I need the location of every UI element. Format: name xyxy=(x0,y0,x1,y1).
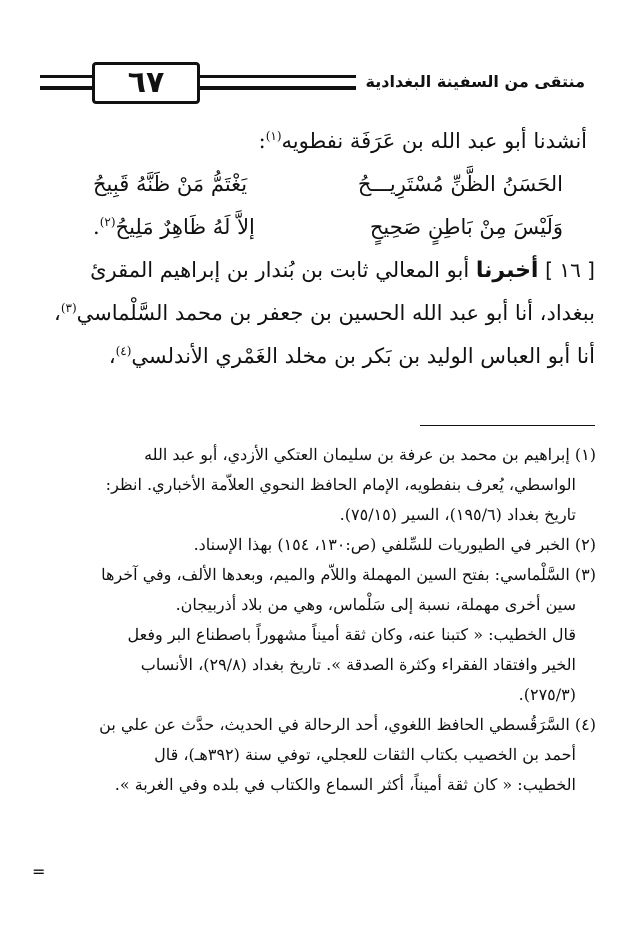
footnote-3-line-5: (٢٧٥/٣). xyxy=(518,685,576,704)
footnotes xyxy=(26,440,596,800)
footnote-1-line-2: الواسطي، يُعرف بنفطويه، الإمام الحافظ النحوي العلاّمة الأخباري. انظر: xyxy=(105,475,576,494)
footnote-3-line-4: الخير وافتقاد الفقراء وكثرة الصدقة ». تاريخ بغداد (٢٩/٨)، الأنساب xyxy=(140,655,576,674)
running-title: منتقى من السفينة البغدادية xyxy=(356,68,585,96)
entry-number: [ ١٦ ] xyxy=(545,258,595,282)
entry-line-1 xyxy=(30,249,595,292)
entry-line-3-end: ، xyxy=(108,344,116,368)
main-text xyxy=(30,120,595,378)
verse-2-second-hemistich-wrap xyxy=(93,206,255,249)
entry-line-2-end: ، xyxy=(54,301,61,325)
footnote-ref-3: (٣) xyxy=(60,301,77,315)
footnote-ref-1: (١) xyxy=(265,129,282,143)
footnote-2-line-1: (٢) الخبر في الطيوريات للسِّلفي (ص:١٣٠، ١٥٤) بهذا الإسناد. xyxy=(193,535,596,554)
page-header xyxy=(40,62,585,106)
footnote-3-line-3: قال الخطيب: « كتبنا عنه، وكان ثقة أميناً مشهوراً باصطناع البر وفعل xyxy=(127,625,576,644)
footnote-divider xyxy=(420,425,595,426)
intro-text: أنشدنا أبو عبد الله بن عَرَفَة نفطويه xyxy=(281,129,587,153)
footnote-ref-2: (٢) xyxy=(99,215,116,229)
entry-line-1-text: أبو المعالي ثابت بن بُندار بن إبراهيم المقرئ xyxy=(90,258,470,282)
entry-line-3-text: أنا أبو العباس الوليد بن بَكر بن مخلد الغَمْري الأندلسي xyxy=(131,344,595,368)
verse-2 xyxy=(93,206,563,249)
verse-1-first-hemistich: الحَسَنُ الظَّنِّ مُسْتَرِيـــحُ xyxy=(357,172,563,196)
footnote-1-line-3: تاريخ بغداد (١٩٥/٦)، السير (٧٥/١٥). xyxy=(339,505,576,524)
entry-line-2-text: ببغداد، أنا أبو عبد الله الحسين بن جعفر بن محمد السَّلْماسي xyxy=(76,301,595,325)
intro-line xyxy=(30,120,587,163)
footnote-4-line-1: (٤) السَّرَقُسطي الحافظ اللغوي، أحد الرحالة في الحديث، حدَّث عن علي بن xyxy=(99,715,596,734)
verse-1 xyxy=(93,163,563,206)
entry-line-3 xyxy=(30,335,595,378)
entry-keyword: أخبرنا xyxy=(475,258,539,283)
verse-1-second-hemistich: يَغْتَمُّ مَنْ ظَنَّهُ قَبِيحُ xyxy=(93,172,248,196)
continuation-mark: = xyxy=(32,862,46,881)
footnote-1-line-1: (١) إبراهيم بن محمد بن عرفة بن سليمان العتكي الأزدي، أبو عبد الله xyxy=(144,445,596,464)
footnote-4-line-2: أحمد بن الخصيب بكتاب الثقات للعجلي، توفي سنة (٣٩٢هـ)، قال xyxy=(154,745,576,764)
footnote-4-line-3: الخطيب: « كان ثقة أميناً، أكثر السماع والكتاب في بلده وفي الغربة ». xyxy=(114,775,576,794)
footnote-ref-4: (٤) xyxy=(115,344,132,358)
verse-2-first-hemistich: وَلَيْسَ مِنْ بَاطِنٍ صَحِيحٍ xyxy=(369,215,563,239)
verse-2-end: . xyxy=(93,215,100,239)
verse-2-second-hemistich: إلاَّ لَهُ ظَاهِرٌ مَلِيحُ xyxy=(115,215,255,239)
footnote-3-line-2: سين أخرى مهملة، نسبة إلى سَلْماس، وهي من بلاد أذربيجان. xyxy=(175,595,576,614)
page-number: ٦٧ xyxy=(92,62,200,104)
intro-colon: : xyxy=(258,129,266,153)
footnote-3-line-1: (٣) السَّلْماسي: بفتح السين المهملة واللاّم والميم، وبعدها الألف، وفي آخرها xyxy=(101,565,596,584)
entry-line-2 xyxy=(30,292,595,335)
